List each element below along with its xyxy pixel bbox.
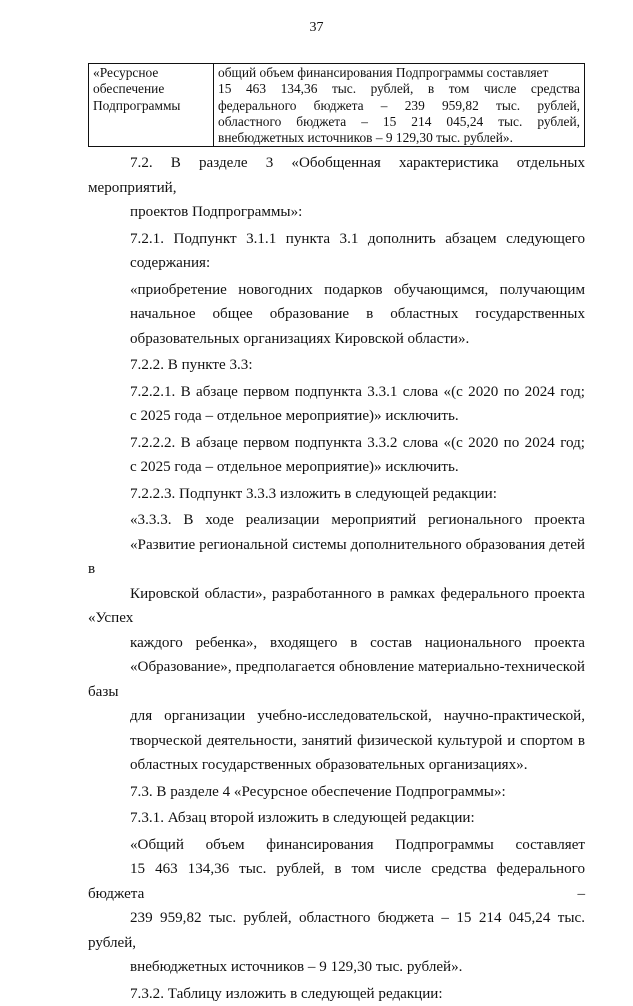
document-body xyxy=(88,151,585,1006)
paragraph-quote-funding xyxy=(88,833,585,980)
text-line: 7.2.2. В пункте 3.3: xyxy=(88,353,585,378)
text-line: «Образование», предполагается обновление материально-технической базы xyxy=(88,655,585,704)
text-line: 7.2.2.3. Подпункт 3.3.3 изложить в следующей редакции: xyxy=(88,482,585,507)
paragraph-7-3-1 xyxy=(88,806,585,831)
text-line: начальное общее образование в областных государственных xyxy=(88,302,585,327)
paragraph-quote-gifts xyxy=(88,278,585,352)
label-line: «Ресурсное xyxy=(93,65,209,81)
table-label-cell xyxy=(89,64,214,147)
paragraph-7-3-2 xyxy=(88,982,585,1006)
paragraph-7-2-2-3 xyxy=(88,482,585,507)
text-line: проектов Подпрограммы»: xyxy=(88,200,585,225)
value-line: внебюджетных источников – 9 129,30 тыс. рублей». xyxy=(218,130,580,146)
value-line: федерального бюджета – 239 959,82 тыс. рублей, xyxy=(218,98,580,114)
text-line: 7.3.1. Абзац второй изложить в следующей редакции: xyxy=(88,806,585,831)
value-line: 15 463 134,36 тыс. рублей, в том числе средства xyxy=(218,81,580,97)
resource-provision-table xyxy=(88,63,585,147)
paragraph-7-2-2-1 xyxy=(88,380,585,429)
table-value-cell xyxy=(214,64,585,147)
text-line: областных государственных образовательных организациях». xyxy=(88,753,585,778)
text-line: 7.2.2.1. В абзаце первом подпункта 3.3.1 слова «(с 2020 по 2024 год; xyxy=(88,380,585,405)
paragraph-7-2-1 xyxy=(88,227,585,276)
paragraph-7-2-2 xyxy=(88,353,585,378)
text-line: с 2025 года – отдельное мероприятие)» исключить. xyxy=(88,455,585,480)
text-line: творческой деятельности, занятий физической культурой и спортом в xyxy=(88,729,585,754)
text-line: 15 463 134,36 тыс. рублей, в том числе средства федерального бюджета – xyxy=(88,857,585,906)
paragraph-quote-3-3-3 xyxy=(88,508,585,778)
text-line: 7.2.1. Подпункт 3.1.1 пункта 3.1 дополнить абзацем следующего xyxy=(88,227,585,252)
text-line: «приобретение новогодних подарков обучающимся, получающим xyxy=(88,278,585,303)
text-line: «Общий объем финансирования Подпрограммы составляет xyxy=(88,833,585,858)
text-line: 7.2. В разделе 3 «Обобщенная характеристика отдельных мероприятий, xyxy=(88,151,585,200)
label-line: Подпрограммы xyxy=(93,98,209,114)
text-line: Кировской области», разработанного в рамках федерального проекта «Успех xyxy=(88,582,585,631)
text-line: 7.3.2. Таблицу изложить в следующей редакции: xyxy=(88,982,585,1006)
paragraph-7-2 xyxy=(88,151,585,225)
text-line: 7.2.2.2. В абзаце первом подпункта 3.3.2 слова «(с 2020 по 2024 год; xyxy=(88,431,585,456)
text-line: «3.3.3. В ходе реализации мероприятий регионального проекта xyxy=(88,508,585,533)
paragraph-7-3 xyxy=(88,780,585,805)
text-line: 239 959,82 тыс. рублей, областного бюджета – 15 214 045,24 тыс. рублей, xyxy=(88,906,585,955)
text-line: для организации учебно-исследовательской, научно-практической, xyxy=(88,704,585,729)
value-line: областного бюджета – 15 214 045,24 тыс. рублей, xyxy=(218,114,580,130)
text-line: «Развитие региональной системы дополнительного образования детей в xyxy=(88,533,585,582)
text-line: внебюджетных источников – 9 129,30 тыс. рублей». xyxy=(88,955,585,980)
text-line: образовательных организациях Кировской области». xyxy=(88,327,585,352)
text-line: 7.3. В разделе 4 «Ресурсное обеспечение Подпрограммы»: xyxy=(88,780,585,805)
value-line: общий объем финансирования Подпрограммы составляет xyxy=(218,65,580,81)
page-number: 37 xyxy=(0,20,633,36)
text-line: каждого ребенка», входящего в состав национального проекта xyxy=(88,631,585,656)
label-line: обеспечение xyxy=(93,81,209,97)
text-line: содержания: xyxy=(88,251,585,276)
paragraph-7-2-2-2 xyxy=(88,431,585,480)
table-row xyxy=(89,64,585,147)
text-line: с 2025 года – отдельное мероприятие)» исключить. xyxy=(88,404,585,429)
